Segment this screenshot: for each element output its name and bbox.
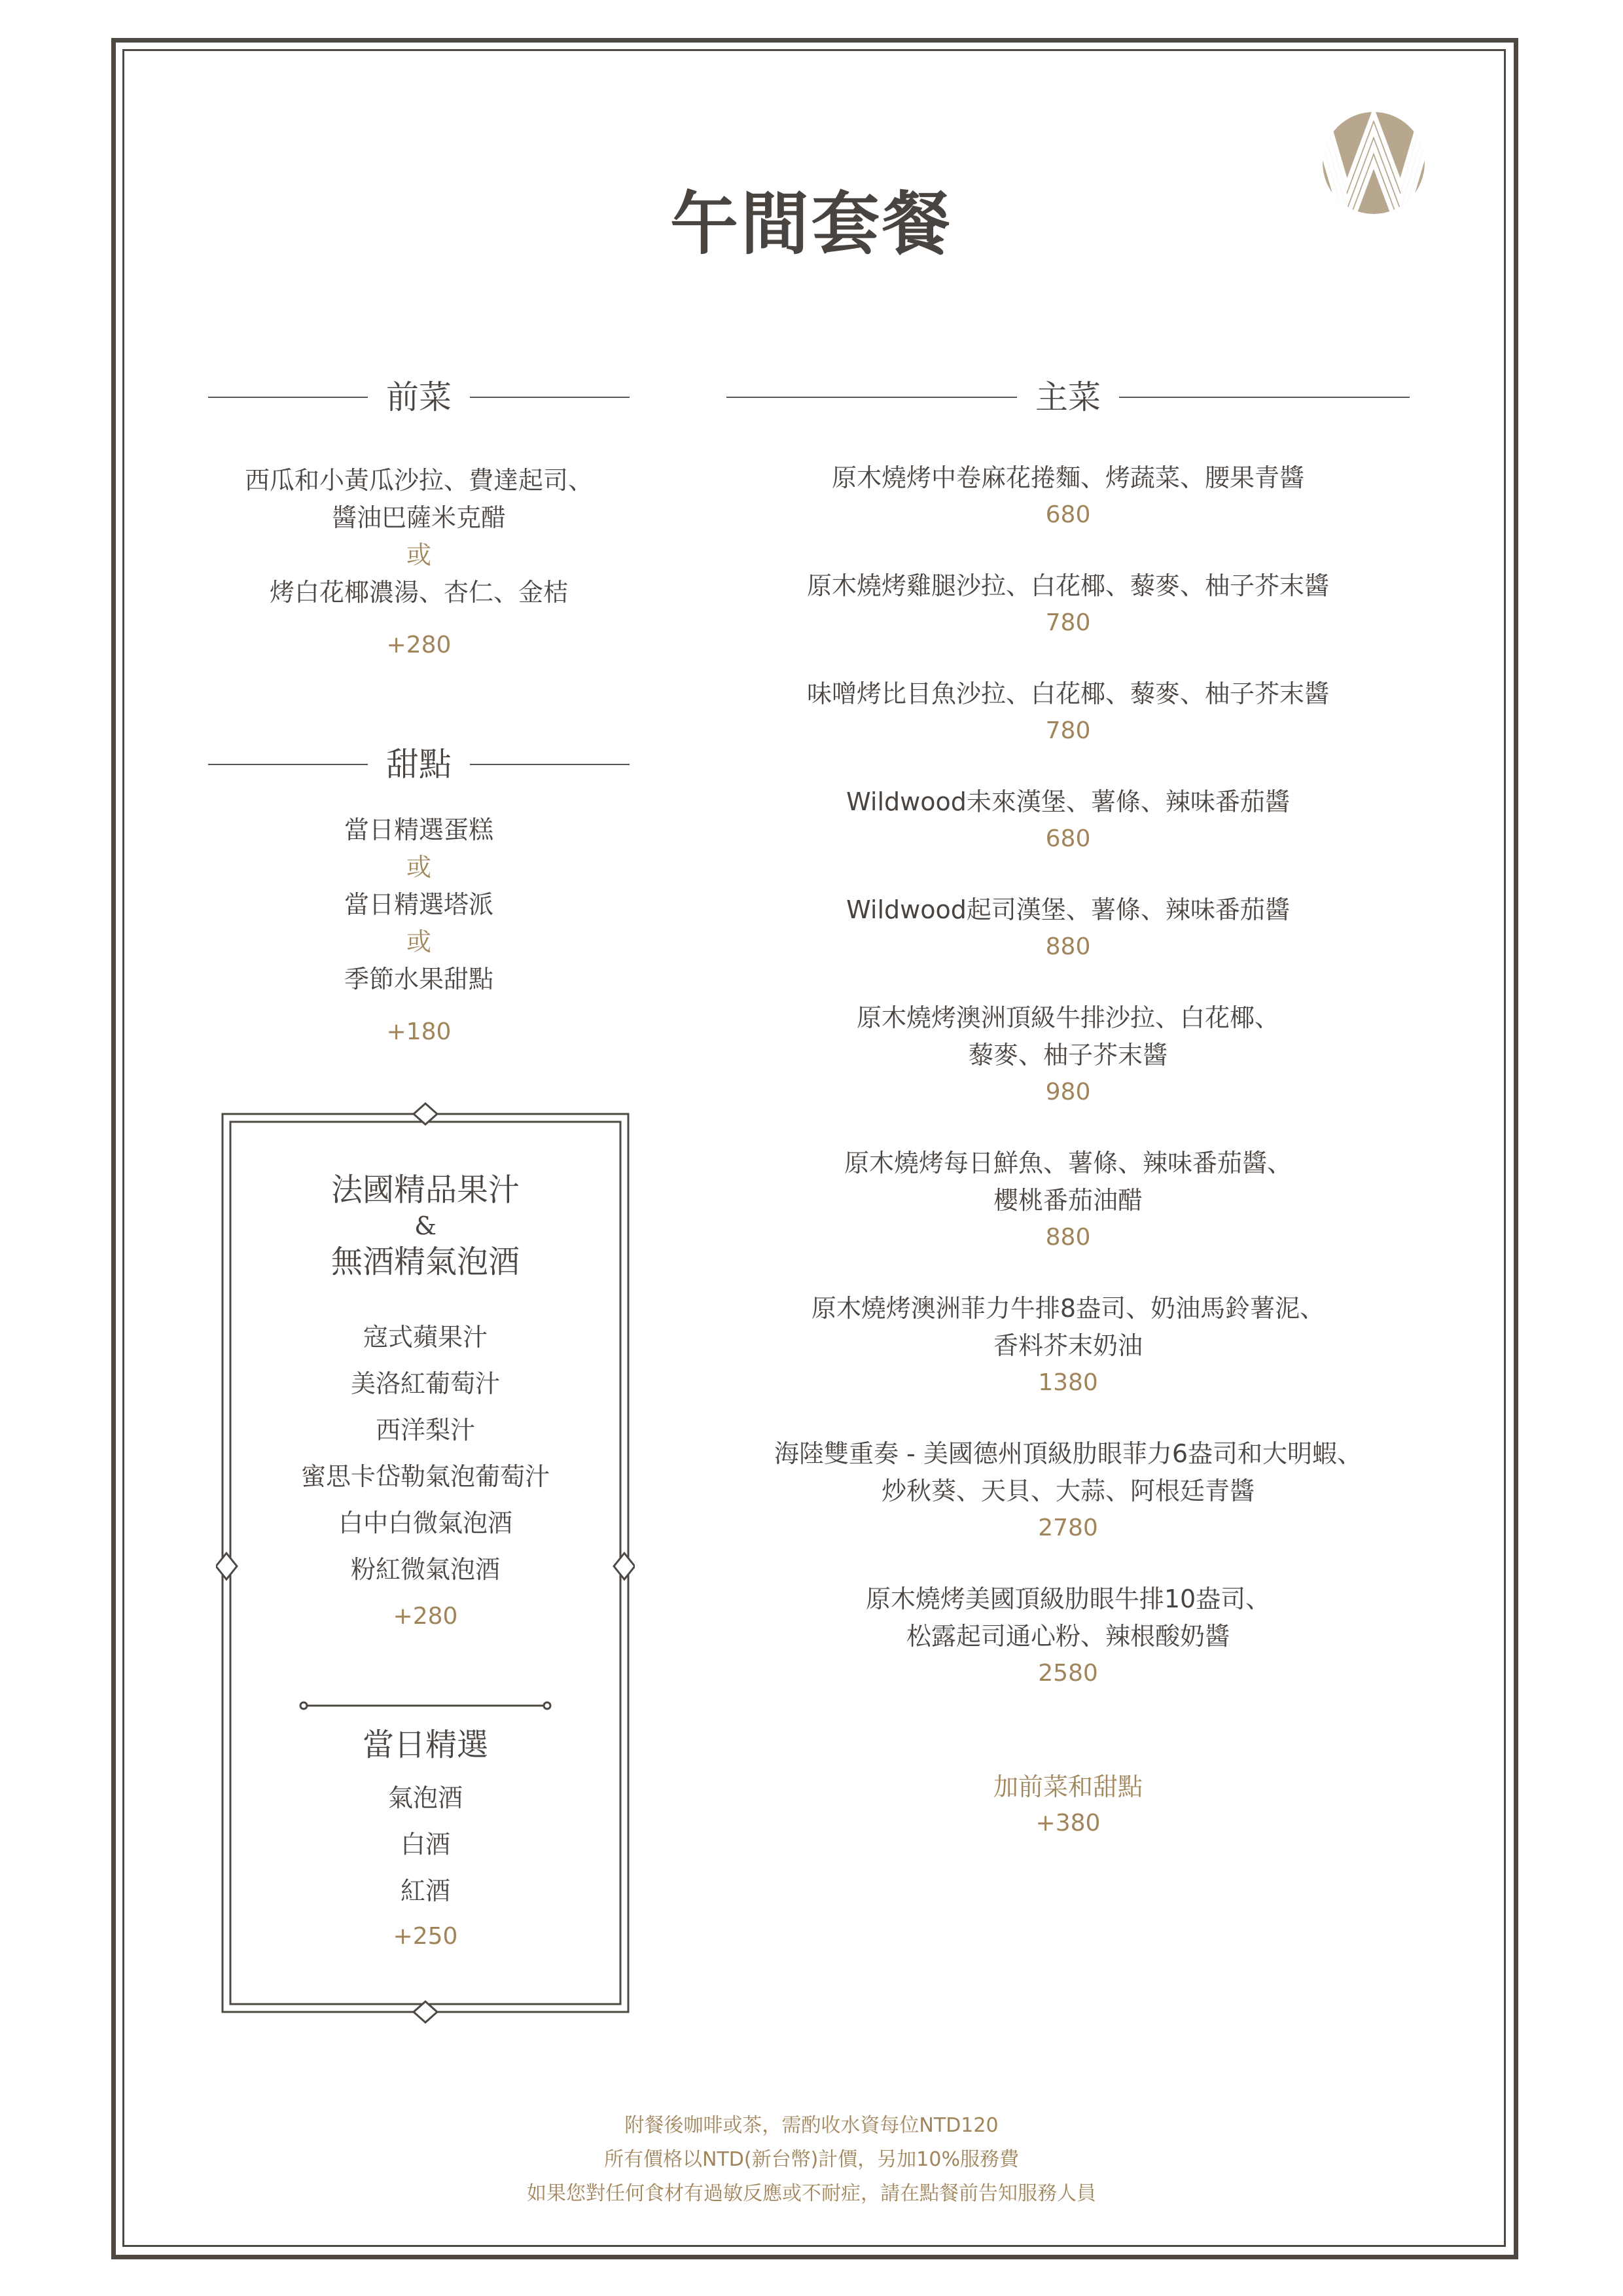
main-dish-price: 780	[1045, 609, 1091, 636]
main-dish-price: 1380	[1038, 1369, 1098, 1396]
dessert-price: +180	[386, 1018, 452, 1045]
footer-note-pricing: 所有價格以NTD(新台幣)計價，另加10%服務費	[604, 2148, 1019, 2171]
drink-item: 蜜思卡岱勒氣泡葡萄汁	[300, 1462, 550, 1491]
or-separator: 或	[406, 541, 431, 569]
appetizer-price: +280	[386, 632, 452, 658]
drink-item: 寇式蘋果汁	[363, 1323, 488, 1352]
footer-note-allergy: 如果您對任何食材有過敏反應或不耐症，請在點餐前告知服務人員	[527, 2182, 1096, 2205]
main-dish-price: 680	[1045, 501, 1091, 528]
daily-item: 白酒	[400, 1830, 450, 1859]
appetizer-heading	[208, 378, 630, 416]
main-dish: 原木燒烤中卷麻花捲麵、烤蔬菜、腰果青醬	[831, 463, 1304, 492]
appetizer-option: 醬油巴薩米克醋	[331, 503, 506, 532]
appetizer-heading-label: 前菜	[386, 378, 452, 416]
main-dish: 原木燒烤澳洲頂級牛排沙拉、白花椰、	[856, 1003, 1279, 1032]
main-dish-price: 880	[1045, 1224, 1091, 1251]
dessert-option: 當日精選塔派	[344, 890, 493, 919]
daily-item: 紅酒	[400, 1876, 450, 1905]
heading-rule	[470, 397, 630, 398]
main-dish: 海陸雙重奏 - 美國德州頂級肋眼菲力6盎司和大明蝦、	[774, 1439, 1363, 1468]
daily-item: 氣泡酒	[387, 1784, 463, 1812]
dessert-heading	[208, 745, 630, 783]
main-dish-line2: 櫻桃番茄油醋	[993, 1186, 1143, 1215]
main-dish-price: 2580	[1038, 1660, 1098, 1687]
daily-heading: 當日精選	[362, 1727, 488, 1763]
drink-item: 美洛紅葡萄汁	[350, 1369, 500, 1398]
or-separator: 或	[406, 927, 431, 956]
drinks-heading-amp: &	[414, 1211, 437, 1240]
main-heading-label: 主菜	[1035, 378, 1101, 416]
main-list	[708, 459, 1428, 1692]
daily-selection	[223, 1724, 628, 1955]
drinks-price: +280	[393, 1603, 458, 1630]
main-dish: 味噌烤比目魚沙拉、白花椰、藜麥、柚子芥末醬	[806, 679, 1329, 708]
appetizer-list	[164, 462, 674, 664]
main-dish-line2: 炒秋葵、天貝、大蒜、阿根廷青醬	[881, 1477, 1255, 1505]
heading-rule	[208, 397, 368, 398]
dessert-option: 當日精選蛋糕	[344, 816, 493, 844]
heading-rule	[470, 764, 630, 765]
dessert-heading-label: 甜點	[386, 745, 452, 783]
main-dish: Wildwood起司漢堡、薯條、辣味番茄醬	[846, 895, 1290, 924]
heading-rule	[1119, 397, 1410, 398]
main-dish-price: 880	[1045, 933, 1091, 960]
main-dish: 原木燒烤雞腿沙拉、白花椰、藜麥、柚子芥末醬	[806, 571, 1329, 600]
drink-item: 西洋梨汁	[375, 1416, 475, 1444]
daily-price: +250	[393, 1923, 458, 1950]
main-dish-price: 680	[1045, 825, 1091, 852]
drinks-heading-line1: 法國精品果汁	[330, 1172, 520, 1208]
drinks-box-content	[223, 1169, 628, 1635]
footer-note-coffee: 附餐後咖啡或茶，需酌收水資每位NTD120	[624, 2114, 999, 2137]
appetizer-option: 烤白花椰濃湯、杏仁、金桔	[269, 578, 568, 607]
main-dish: 原木燒烤美國頂級肋眼牛排10盎司、	[865, 1585, 1271, 1613]
main-addon	[708, 1768, 1428, 1842]
addon-price: +380	[1035, 1810, 1101, 1837]
drink-item: 粉紅微氣泡酒	[350, 1555, 500, 1584]
dessert-option: 季節水果甜點	[344, 965, 493, 994]
dessert-list	[164, 812, 674, 1050]
or-separator: 或	[406, 853, 431, 882]
appetizer-option: 西瓜和小黃瓜沙拉、費達起司、	[244, 466, 593, 495]
drink-item: 白中白微氣泡酒	[338, 1509, 512, 1537]
addon-label: 加前菜和甜點	[993, 1772, 1143, 1801]
main-dish-line2: 藜麥、柚子芥末醬	[968, 1041, 1168, 1069]
heading-rule	[208, 764, 368, 765]
main-dish-line2: 香料芥末奶油	[993, 1331, 1143, 1360]
main-dish-line2: 松露起司通心粉、辣根酸奶醬	[906, 1622, 1230, 1651]
main-dish-price: 980	[1045, 1079, 1091, 1105]
main-dish: 原木燒烤每日鮮魚、薯條、辣味番茄醬、	[844, 1149, 1292, 1177]
main-dish-price: 2780	[1038, 1515, 1098, 1541]
drinks-heading-line2: 無酒精氣泡酒	[330, 1244, 520, 1280]
main-heading	[726, 378, 1410, 416]
heading-rule	[726, 397, 1017, 398]
main-dish: 原木燒烤澳洲菲力牛排8盎司、奶油馬鈴薯泥、	[811, 1294, 1325, 1323]
main-dish-price: 780	[1045, 717, 1091, 744]
main-dish: Wildwood未來漢堡、薯條、辣味番茄醬	[846, 787, 1290, 816]
page-title: 午間套餐	[669, 183, 953, 264]
